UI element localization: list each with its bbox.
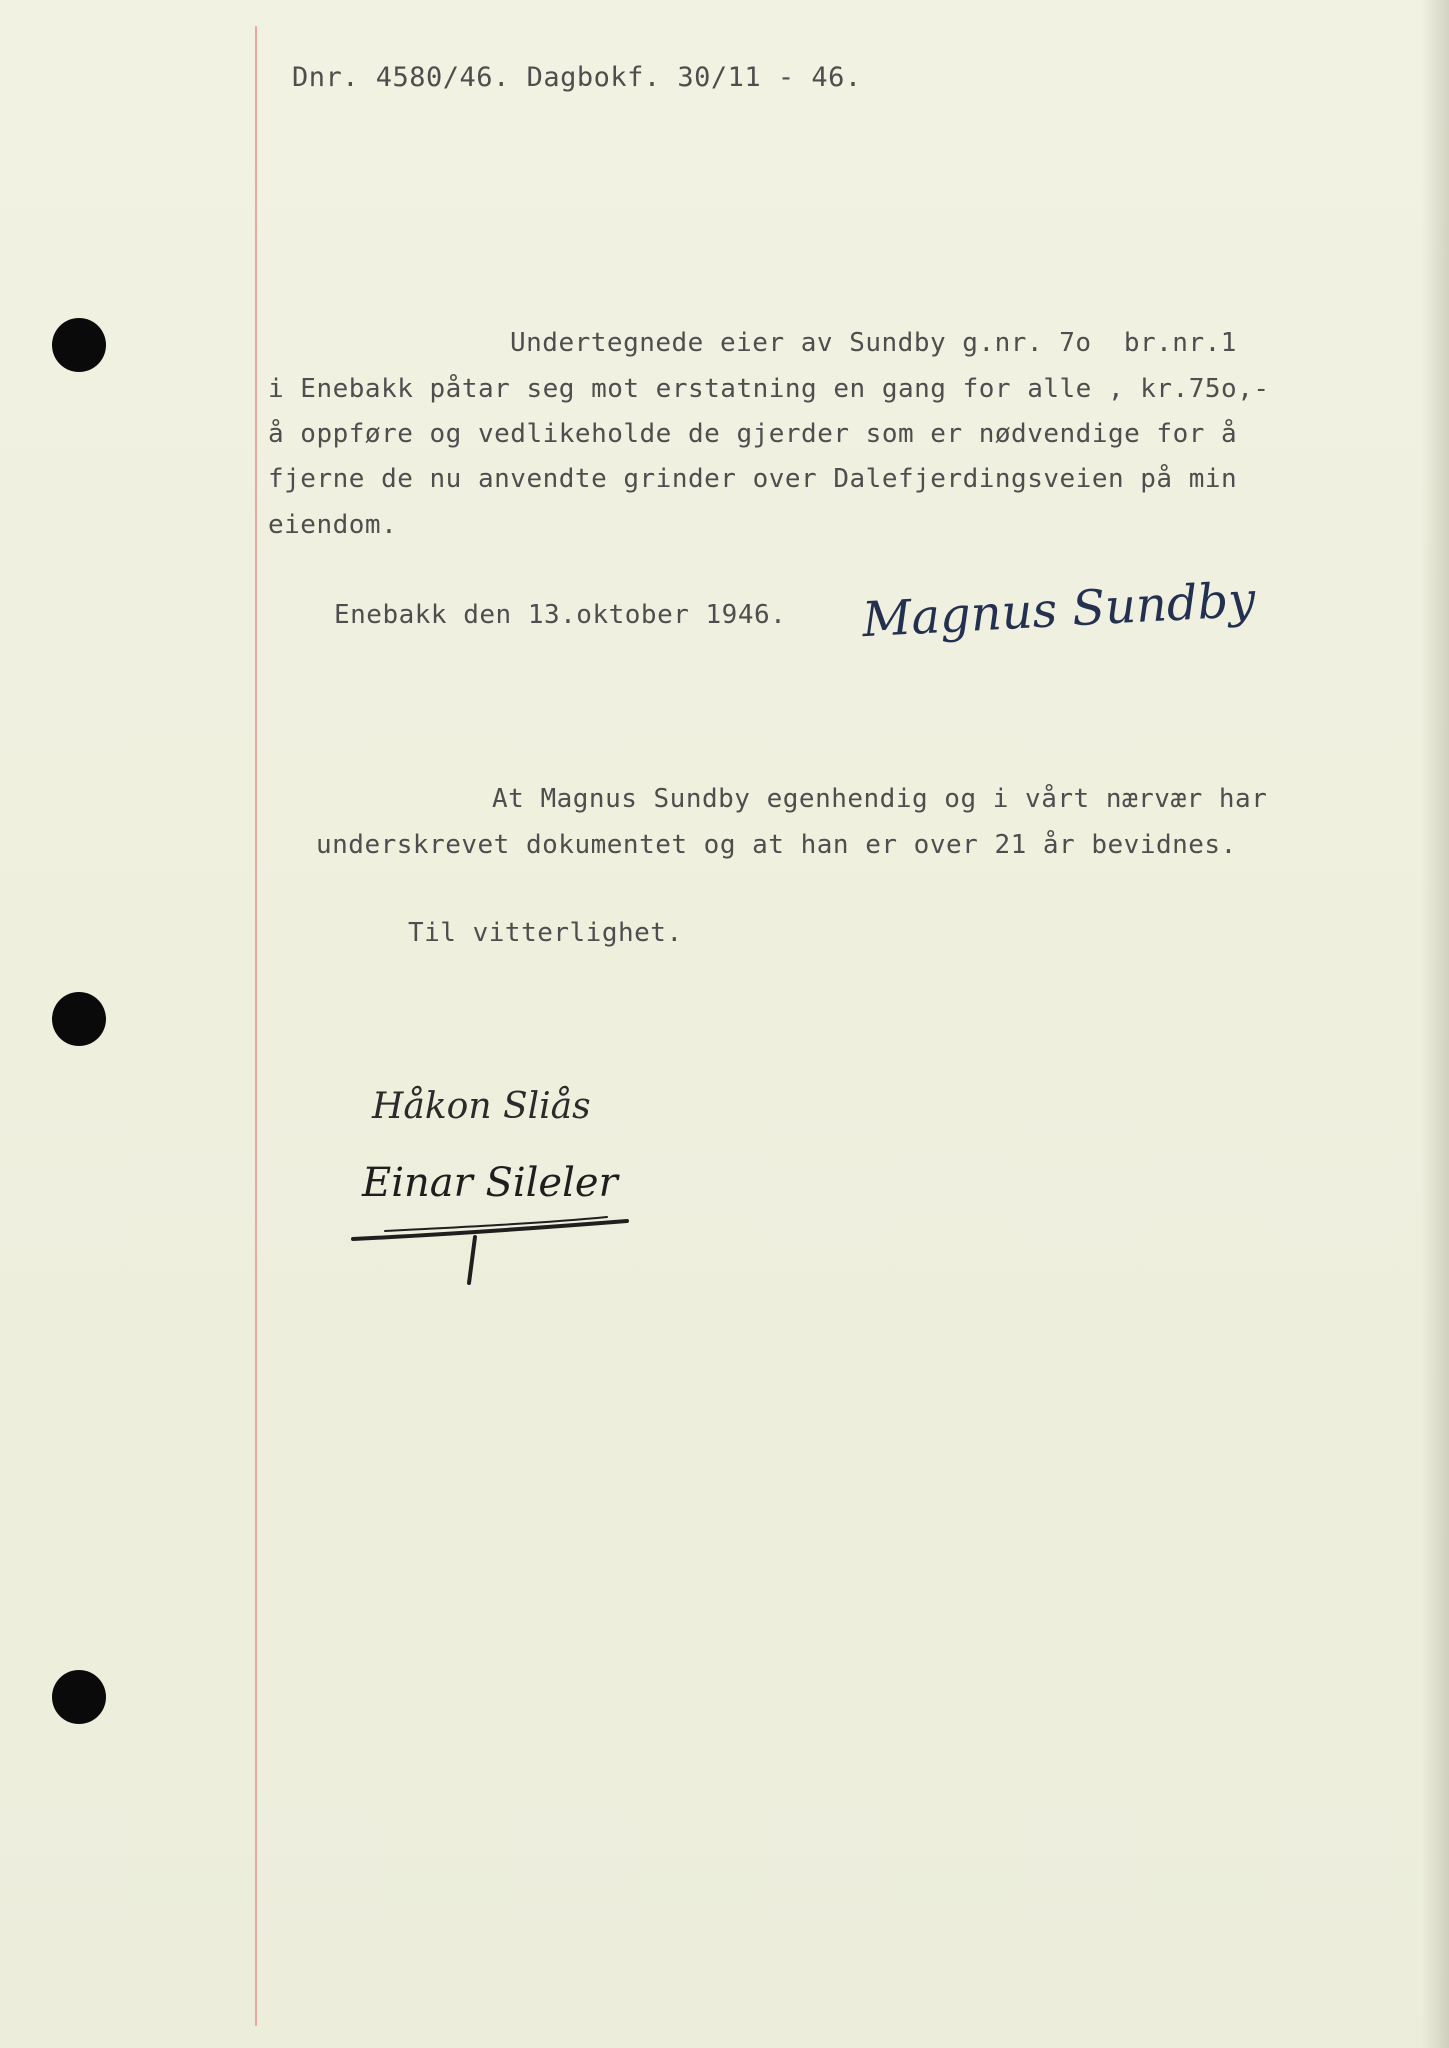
journal-reference: Dnr. 4580/46. Dagbokf. 30/11 - 46.: [292, 62, 862, 93]
witness-closing: Til vitterlighet.: [408, 918, 683, 948]
punch-hole-middle: [52, 992, 106, 1046]
date-line: Enebakk den 13.oktober 1946.: [334, 600, 787, 630]
owner-signature: Magnus Sundby: [860, 571, 1257, 649]
paragraph-line-2: i Enebakk påtar seg mot erstatning en gang for alle , kr.75o,-: [268, 374, 1270, 404]
witness-line-1: At Magnus Sundby egenhendig og i vårt nærvær har: [492, 784, 1268, 814]
margin-rule: [255, 26, 257, 2026]
witness-line-2: underskrevet dokumentet og at han er over 21 år bevidnes.: [316, 830, 1237, 860]
paragraph-line-4: fjerne de nu anvendte grinder over Dalefjerdingsveien på min: [268, 464, 1238, 494]
paragraph-line-5: eiendom.: [268, 510, 398, 540]
punch-hole-top: [52, 318, 106, 372]
witness-signature-1: Håkon Sliås: [372, 1086, 591, 1127]
paragraph-line-3: å oppføre og vedlikeholde de gjerder som er nødvendige for å: [268, 419, 1238, 449]
punch-hole-bottom: [52, 1670, 106, 1724]
witness-signature-2: Einar Sileler: [362, 1160, 618, 1206]
page-edge-shadow: [1421, 0, 1449, 2048]
paragraph-line-1: Undertegnede eier av Sundby g.nr. 7o br.nr.1: [510, 328, 1237, 358]
signature-flourish: [345, 1205, 645, 1295]
